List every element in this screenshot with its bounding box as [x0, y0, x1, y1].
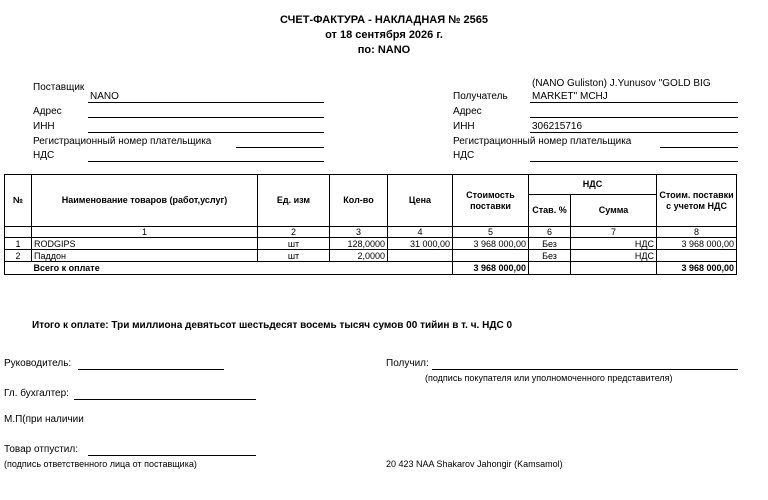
- row-nds-rate: Без: [529, 238, 571, 250]
- supplier-name-line: [88, 102, 324, 103]
- table-row: [5, 238, 737, 250]
- row-qty: 2,0000: [330, 250, 388, 262]
- row-num: 1: [5, 238, 32, 250]
- colnum-cell: 8: [657, 227, 737, 238]
- total-in-words: Итого к оплате: Три миллиона девятьсот шестьдесят восемь тысяч сумов 00 тийин в т. ч. НДС 0: [32, 320, 513, 331]
- supplier-nds-line: [88, 161, 324, 162]
- col-nds-rate-header: Став. %: [529, 195, 571, 227]
- total-nds-rate: [529, 262, 571, 275]
- table-row: [5, 250, 737, 262]
- recipient-label: Получатель: [453, 91, 508, 102]
- table-header-row: [5, 175, 737, 195]
- supplier-label: Поставщик: [33, 82, 85, 93]
- table-colnum-row: [5, 227, 737, 238]
- row-num: 2: [5, 250, 32, 262]
- recipient-address-label: Адрес: [453, 106, 482, 117]
- row-unit: шт: [258, 238, 330, 250]
- colnum-cell: 1: [32, 227, 258, 238]
- row-nds-sum: НДС: [571, 238, 657, 250]
- total-spacer: [5, 262, 32, 275]
- recipient-nds-line: [530, 161, 738, 162]
- col-nds-header: НДС: [529, 175, 657, 195]
- invoice-table: [4, 174, 737, 275]
- supplier-reg-label: Регистрационный номер плательщика: [33, 136, 212, 147]
- received-label: Получил:: [386, 358, 429, 369]
- recipient-address-line: [530, 117, 738, 118]
- col-name-header: Наименование товаров (работ,услуг): [32, 175, 258, 227]
- supplier-address-label: Адрес: [33, 106, 62, 117]
- received-hint: (подпись покупателя или уполномоченного представителя): [425, 373, 673, 383]
- row-cost: 3 968 000,00: [453, 238, 529, 250]
- colnum-cell: [5, 227, 32, 238]
- stamp-label: М.П(при наличии: [4, 414, 84, 425]
- col-num-header: №: [5, 175, 32, 227]
- row-name: Паддон: [32, 250, 258, 262]
- supplier-address-line: [88, 117, 324, 118]
- row-nds-rate: Без: [529, 250, 571, 262]
- invoice-title: СЧЕТ-ФАКТУРА - НАКЛАДНАЯ № 2565: [280, 14, 488, 26]
- accountant-label: Гл. бухгалтер:: [4, 388, 69, 399]
- recipient-inn: 306215716: [532, 121, 583, 132]
- table-total-row: [5, 262, 737, 275]
- released-label: Товар отпустил:: [4, 444, 78, 455]
- row-cost: [453, 250, 529, 262]
- total-label: Всего к оплате: [32, 262, 453, 275]
- director-sign-line: [78, 369, 224, 370]
- col-qty-header: Кол-во: [330, 175, 388, 227]
- col-price-header: Цена: [388, 175, 453, 227]
- recipient-reg-line: [660, 147, 738, 148]
- row-qty: 128,0000: [330, 238, 388, 250]
- recipient-nds-label: НДС: [453, 150, 475, 161]
- supplier-name: NANO: [90, 91, 119, 102]
- invoice-date: от 18 сентября 2026 г.: [325, 29, 443, 41]
- colnum-cell: 2: [258, 227, 330, 238]
- total-cost: 3 968 000,00: [453, 262, 529, 275]
- total-sum: 3 968 000,00: [657, 262, 737, 275]
- released-hint: (подпись ответственного лица от поставщика): [4, 459, 197, 469]
- received-sign-line: [432, 369, 738, 370]
- released-sign-line: [88, 455, 256, 456]
- colnum-cell: 5: [453, 227, 529, 238]
- recipient-name-line: [530, 102, 738, 103]
- col-total-header: Стоим. поставки с учетом НДС: [657, 175, 737, 227]
- col-cost-header: Стоимость поставки: [453, 175, 529, 227]
- accountant-sign-line: [74, 399, 256, 400]
- supplier-inn-line: [88, 132, 324, 133]
- row-price: 31 000,00: [388, 238, 453, 250]
- colnum-cell: 6: [529, 227, 571, 238]
- total-nds-sum: [571, 262, 657, 275]
- supplier-inn-label: ИНН: [33, 121, 55, 132]
- row-unit: шт: [258, 250, 330, 262]
- recipient-inn-line: [530, 132, 738, 133]
- colnum-cell: 7: [571, 227, 657, 238]
- recipient-name-line2: MARKET" MCHJ: [532, 91, 608, 102]
- row-nds-sum: НДС: [571, 250, 657, 262]
- footer-note: 20 423 NAA Shakarov Jahongir (Kamsamol): [386, 459, 563, 469]
- supplier-nds-label: НДС: [33, 150, 55, 161]
- colnum-cell: 3: [330, 227, 388, 238]
- colnum-cell: 4: [388, 227, 453, 238]
- col-unit-header: Ед. изм: [258, 175, 330, 227]
- row-total: [657, 250, 737, 262]
- row-price: [388, 250, 453, 262]
- recipient-inn-label: ИНН: [453, 121, 475, 132]
- col-nds-sum-header: Сумма: [571, 195, 657, 227]
- row-total: 3 968 000,00: [657, 238, 737, 250]
- row-name: RODGIPS: [32, 238, 258, 250]
- director-label: Руководитель:: [4, 358, 72, 369]
- invoice-po: по: NANO: [357, 44, 411, 56]
- supplier-reg-line: [236, 147, 324, 148]
- recipient-reg-label: Регистрационный номер плательщика: [453, 136, 632, 147]
- recipient-name-line1: (NANO Guliston) J.Yunusov "GOLD BIG: [532, 78, 711, 89]
